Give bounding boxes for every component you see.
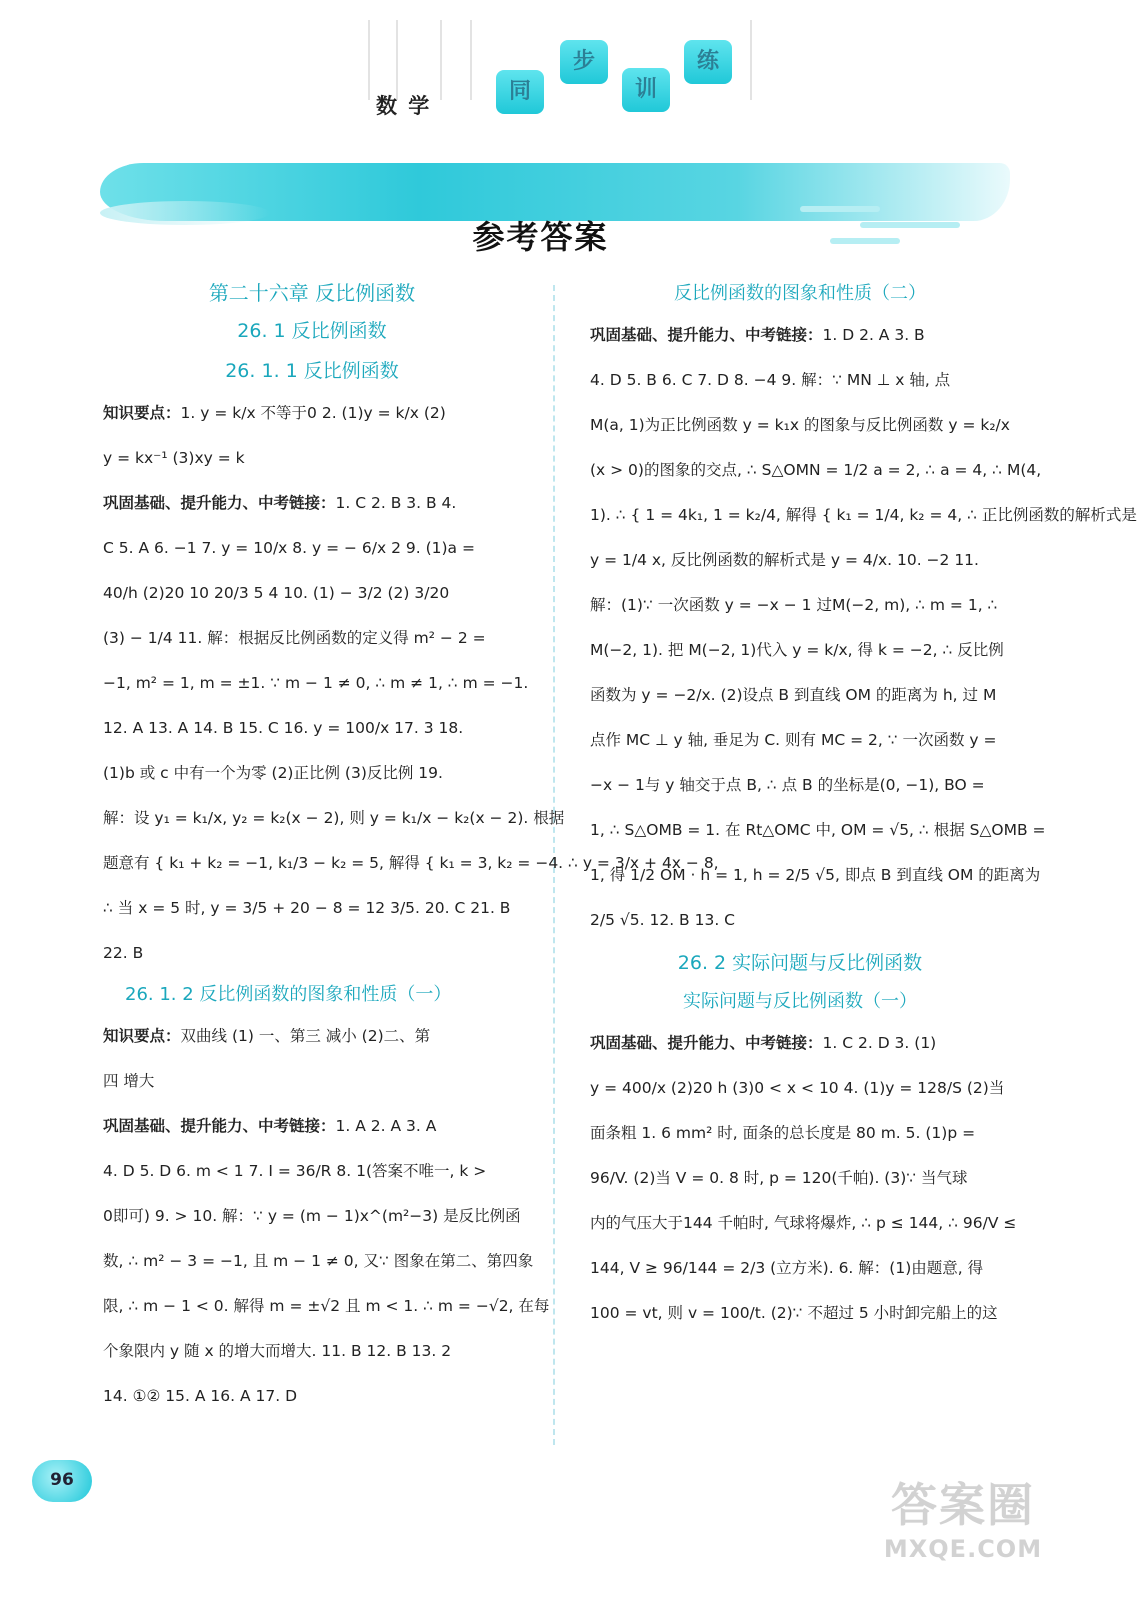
answer-text: (x > 0)的图象的交点, ∴ S△OMN = 1/2 a = 2, ∴ a = 4, ∴ M(4, <box>590 461 1042 479</box>
answer-text: 点作 MC ⊥ y 轴, 垂足为 C. 则有 MC = 2, ∵ 一次函数 y = <box>590 731 997 749</box>
answer-line <box>103 886 521 931</box>
watermark-text: 答案圈 <box>891 1478 1035 1532</box>
answer-text: 函数为 y = −2/x. (2)设点 B 到直线 OM 的距离为 h, 过 M <box>590 686 997 704</box>
right-column <box>590 275 1137 1336</box>
answer-text: 面条粗 1. 6 mm² 时, 面条的总长度是 80 m. 5. (1)p = <box>590 1124 976 1142</box>
page-number: 96 <box>32 1460 92 1502</box>
answer-text: 144, V ≥ 96/144 = 2/3 (立方米). 6. 解：(1)由题意, 得 <box>590 1259 984 1277</box>
answer-line <box>103 661 529 706</box>
answer-line <box>103 796 565 841</box>
answer-text: 1, 得 1/2 OM · h = 1, h = 2/5 √5, 即点 B 到直线 OM 的距离为 <box>590 866 1041 884</box>
answer-text: 100 = vt, 则 v = 100/t. (2)∵ 不超过 5 小时卸完船上的这 <box>590 1304 998 1322</box>
answer-text: 题意有 { k₁ + k₂ = −1, k₁/3 − k₂ = 5, 解得 { k₁ = 3, k₂ = −4. ∴ y = 3/x + 4x − 8, <box>103 854 719 872</box>
answer-text: −x − 1与 y 轴交于点 B, ∴ 点 B 的坐标是(0, −1), BO = <box>590 776 985 794</box>
answer-line <box>590 403 1010 448</box>
title-pill: 步 <box>560 40 608 84</box>
section-label: 知识要点： <box>103 404 181 422</box>
answer-line <box>103 436 521 481</box>
answer-line <box>590 673 1010 718</box>
answer-line <box>590 1111 1010 1156</box>
answer-text: M(a, 1)为正比例函数 y = k₁x 的图象与反比例函数 y = k₂/x <box>590 416 1010 434</box>
answer-text: 4. D 5. B 6. C 7. D 8. −4 9. 解：∵ MN ⊥ x 轴, 点 <box>590 371 951 389</box>
section-label: 巩固基础、提升能力、中考链接： <box>590 326 823 344</box>
answer-text: 数, ∴ m² − 3 = −1, 且 m − 1 ≠ 0, 又∵ 图象在第二、第四象 <box>103 1252 534 1270</box>
answer-text: 2/5 √5. 12. B 13. C <box>590 911 736 929</box>
answer-line <box>103 1059 521 1104</box>
answer-text: 12. A 13. A 14. B 15. C 16. y = 100/x 17. 3 18. <box>103 719 464 737</box>
subject-label: 数 学 <box>376 94 432 118</box>
answer-line <box>103 1194 521 1239</box>
watermark-logo <box>873 1475 1053 1585</box>
answer-text: 个象限内 y 随 x 的增大而增大. 11. B 12. B 13. 2 <box>103 1342 452 1360</box>
answer-line <box>103 1104 521 1149</box>
section-label: 知识要点： <box>103 1027 181 1045</box>
answer-text: 1. y = k/x 不等于0 2. (1)y = k/x (2) <box>180 404 446 422</box>
page-title: 参考答案 <box>472 218 609 256</box>
answer-text: 内的气压大于144 千帕时, 气球将爆炸, ∴ p ≤ 144, ∴ 96/V ≤ <box>590 1214 1017 1232</box>
header-rule <box>750 20 752 100</box>
answer-text: (3) − 1/4 11. 解：根据反比例函数的定义得 m² − 2 = <box>103 629 486 647</box>
answer-line <box>590 1021 1010 1066</box>
answer-line <box>103 1239 534 1284</box>
section-label: 巩固基础、提升能力、中考链接： <box>590 1034 823 1052</box>
answer-text: 0即可) 9. > 10. 解：∵ y = (m − 1)x^(m²−3) 是反比例函 <box>103 1207 521 1225</box>
answer-line <box>590 538 1010 583</box>
answer-text: 1. A 2. A 3. A <box>335 1117 437 1135</box>
chapter-heading: 第二十六章 反比例函数 <box>208 281 416 305</box>
answer-line <box>103 931 521 976</box>
answer-line <box>103 481 521 526</box>
answer-line <box>590 313 1010 358</box>
answer-line <box>590 1156 1010 1201</box>
answer-line <box>103 1329 521 1374</box>
answer-text: 14. ①② 15. A 16. A 17. D <box>103 1387 298 1405</box>
answer-line <box>103 616 521 661</box>
answer-text: 1. C 2. B 3. B 4. <box>335 494 457 512</box>
answer-line <box>590 898 1010 943</box>
answer-line <box>103 751 521 796</box>
answer-text: 双曲线 (1) 一、第三 减小 (2)二、第 <box>180 1027 431 1045</box>
answer-line <box>590 628 1010 673</box>
answer-text: 四 增大 <box>103 1072 155 1090</box>
title-pill: 练 <box>684 40 732 84</box>
answer-line <box>590 493 1137 538</box>
answer-text: (1)b 或 c 中有一个为零 (2)正比例 (3)反比例 19. <box>103 764 443 782</box>
section-heading: 26. 2 实际问题与反比例函数 <box>677 952 923 974</box>
answer-line <box>103 526 521 571</box>
answer-line <box>103 571 521 616</box>
answer-text: C 5. A 6. −1 7. y = 10/x 8. y = − 6/x 2 9. (1)a = <box>103 539 475 557</box>
answer-text: 解：(1)∵ 一次函数 y = −x − 1 过M(−2, m), ∴ m = 1, ∴ <box>590 596 998 614</box>
answer-text: y = kx⁻¹ (3)xy = k <box>103 449 245 467</box>
answer-line <box>590 1291 1010 1336</box>
answer-text: 限, ∴ m − 1 < 0. 解得 m = ±√2 且 m < 1. ∴ m = −√2, 在每 <box>103 1297 550 1315</box>
answer-text: 22. B <box>103 944 144 962</box>
answer-text: ∴ 当 x = 5 时, y = 3/5 + 20 − 8 = 12 3/5. 20. C 21. B <box>103 899 511 917</box>
answer-line <box>103 706 521 751</box>
answer-line <box>590 763 1010 808</box>
header-rule <box>368 20 370 100</box>
answer-line <box>590 1066 1010 1111</box>
answer-line <box>590 1246 1010 1291</box>
section-label: 巩固基础、提升能力、中考链接： <box>103 1117 336 1135</box>
section-heading: 26. 1. 1 反比例函数 <box>225 360 399 382</box>
answer-text: y = 1/4 x, 反比例函数的解析式是 y = 4/x. 10. −2 11. <box>590 551 979 569</box>
answer-line <box>590 808 1046 853</box>
answer-text: 1. D 2. A 3. B <box>822 326 925 344</box>
answer-text: −1, m² = 1, m = ±1. ∵ m − 1 ≠ 0, ∴ m ≠ 1, ∴ m = −1. <box>103 674 529 692</box>
answer-text: 40/h (2)20 10 20/3 5 4 10. (1) − 3/2 (2) 3/20 <box>103 584 450 602</box>
section-heading: 26. 1 反比例函数 <box>237 320 387 342</box>
answer-text: 1, ∴ S△OMB = 1. 在 Rt△OMC 中, OM = √5, ∴ 根据 S△OMB = <box>590 821 1046 839</box>
answer-line <box>103 391 521 436</box>
header-rule <box>440 20 442 100</box>
answer-line <box>590 718 1010 763</box>
answer-text: y = 400/x (2)20 h (3)0 < x < 10 4. (1)y = 128/S (2)当 <box>590 1079 1005 1097</box>
answer-line <box>103 1149 521 1194</box>
answer-line <box>590 358 1010 403</box>
title-pill: 同 <box>496 70 544 114</box>
watermark-url: MXQE.COM <box>883 1535 1043 1563</box>
subsection-heading: 26. 1. 2 反比例函数的图象和性质（一） <box>125 984 452 1005</box>
title-pill: 训 <box>622 68 670 112</box>
answer-line <box>590 583 1010 628</box>
section-label: 巩固基础、提升能力、中考链接： <box>103 494 336 512</box>
answer-text: 1). ∴ { 1 = 4k₁, 1 = k₂/4, 解得 { k₁ = 1/4, k₂ = 4, ∴ 正比例函数的解析式是 <box>590 506 1137 524</box>
answer-line <box>103 1284 550 1329</box>
answer-line <box>590 448 1042 493</box>
answer-line <box>103 1374 521 1419</box>
answer-line <box>590 1201 1017 1246</box>
answer-text: 96/V. (2)当 V = 0. 8 时, p = 120(千帕). (3)∵ 当气球 <box>590 1169 968 1187</box>
answer-text: 1. C 2. D 3. (1) <box>822 1034 937 1052</box>
answer-text: 4. D 5. D 6. m < 1 7. I = 36/R 8. 1(答案不唯一, k > <box>103 1162 487 1180</box>
header-rule <box>396 20 398 100</box>
header-rule <box>470 20 472 100</box>
answer-line <box>103 841 719 886</box>
subsection-heading: 反比例函数的图象和性质（二） <box>674 283 926 304</box>
subsection-heading: 实际问题与反比例函数（一） <box>683 991 917 1012</box>
answer-line <box>590 853 1041 898</box>
answer-line <box>103 1014 521 1059</box>
answer-text: 解：设 y₁ = k₁/x, y₂ = k₂(x − 2), 则 y = k₁/x − k₂(x − 2). 根据 <box>103 809 565 827</box>
answer-text: M(−2, 1). 把 M(−2, 1)代入 y = k/x, 得 k = −2, ∴ 反比例 <box>590 641 1004 659</box>
